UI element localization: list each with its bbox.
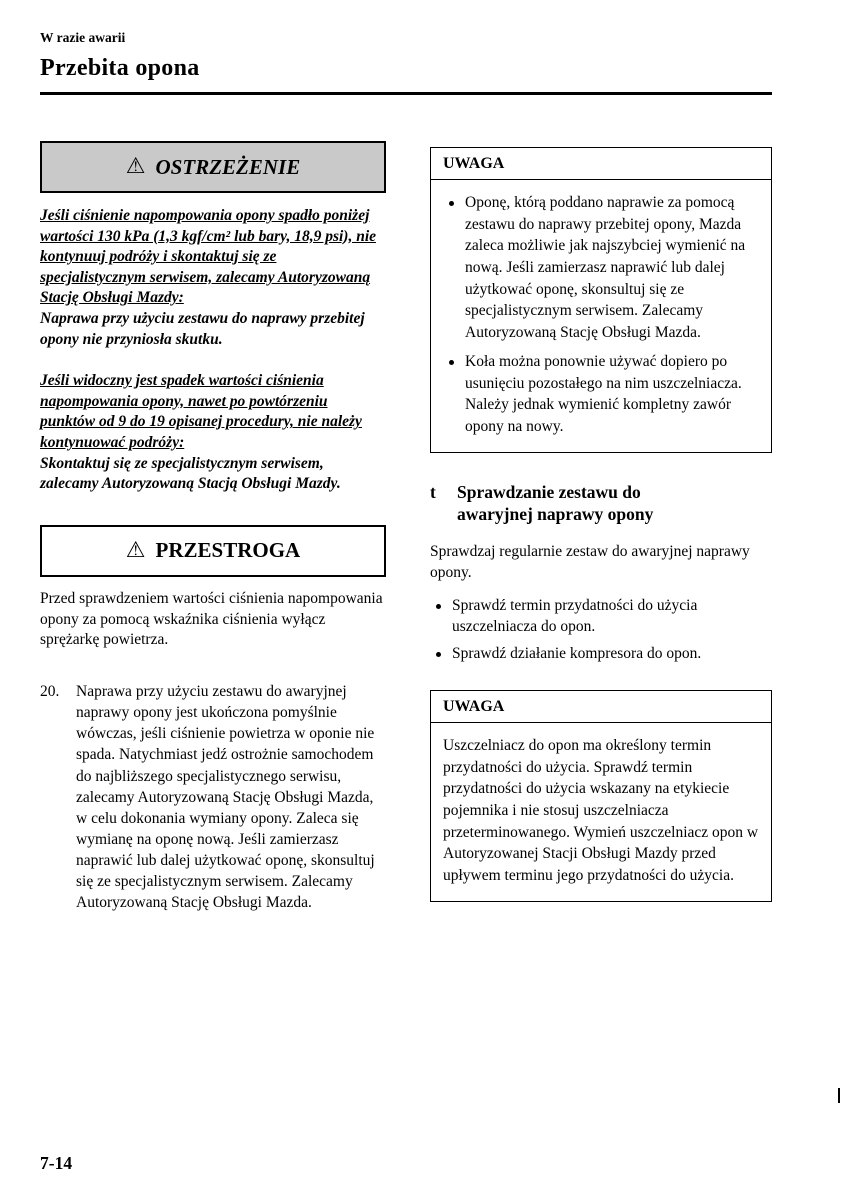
warning-triangle-icon: ⚠: [125, 154, 146, 179]
numbered-step-20: [40, 681, 386, 913]
warning-paragraph-2-underlined: Jeśli widoczny jest spadek wartości ciśnienia napompowania opony, nawet po powtórzeniu punktów od 9 do 19 opisanej procedury, nie należy kontynuować podróży:: [40, 372, 362, 452]
right-column: [430, 141, 772, 913]
warning-paragraph-1-plain: Naprawa przy użyciu zestawu do naprawy przebitej opony nie przyniosła skutku.: [40, 310, 365, 348]
warning-paragraph-2-plain: Skontaktuj się ze specjalistycznym serwisem, zalecamy Autoryzowaną Stacją Obsługi Mazdy.: [40, 454, 341, 493]
warning-box: [40, 141, 386, 495]
bullet-icon: [436, 604, 441, 609]
note-1-body: [431, 180, 771, 452]
warning-paragraph-1-underlined: Jeśli ciśnienie napompowania opony spadło poniżej wartości 130 kPa (1,3 kgf/cm² lub bary, 18,9 psi), nie kontynuuj podróży i skontaktuj się ze specjalistycznym serwisem, zalecamy Autoryzowaną Stację Obsługi Mazdy:: [40, 207, 377, 307]
caution-header: [40, 525, 386, 577]
step-text: Naprawa przy użyciu zestawu do awaryjnej naprawy opony jest ukończona pomyślnie wówczas, jeśli ciśnienie powietrza w oponie nie spada. Natychmiast jedź ostrożnie samochodem do najbliższego specjalistycznego serwisu, zalecamy Autoryzowaną Stację Obsługi Mazda, w celu dokonania wymiany opony. Zaleca się wymianę na oponę nową. Jeśli zamierzasz naprawić lub dalej użytkować oponę, skonsultuj się ze specjalistycznym serwisem. Zalecamy Autoryzowaną Stację Obsługi Mazda.: [76, 683, 375, 911]
warning-body: [40, 206, 386, 495]
list-item: [430, 643, 772, 664]
note-1-title: UWAGA: [431, 148, 771, 180]
section-bullet-list: [430, 595, 772, 664]
section-heading: [430, 481, 772, 527]
section-intro: Sprawdzaj regularnie zestaw do awaryjnej naprawy opony.: [430, 543, 750, 582]
warning-title: OSTRZEŻENIE: [155, 154, 301, 179]
page-title: Przebita opona: [40, 55, 200, 81]
list-item: [430, 595, 772, 638]
note-box-2: [430, 690, 772, 902]
warning-paragraph-1: [40, 206, 386, 350]
page-number: 7-14: [40, 1153, 73, 1173]
section-heading-text: Sprawdzanie zestawu do awaryjnej naprawy opony: [457, 481, 654, 525]
warning-header: [40, 141, 386, 193]
section-marker: t: [430, 481, 436, 502]
left-column: [40, 141, 386, 913]
caution-title: PRZESTROGA: [155, 538, 301, 563]
note-box-1: [430, 147, 772, 453]
bullet-icon: [436, 652, 441, 657]
bullet-text: Oponę, którą poddano naprawie za pomocą zestawu do naprawy przebitej opony, Mazda zaleca możliwie jak najszybciej wymienić na nową. Jeśli zamierzasz naprawić lub dalej użytkować oponę, skonsultuj się ze specjalistycznym serwisem. Zalecamy Autoryzowaną Stację Obsługi Mazda.: [465, 194, 746, 342]
bullet-icon: [449, 360, 454, 365]
caution-body: Przed sprawdzeniem wartości ciśnienia napompowania opony za pomocą wskaźnika ciśnienia wyłącz sprężarkę powietrza.: [40, 589, 383, 649]
bullet-text: Sprawdź termin przydatności do użycia uszczelniacza do opon.: [452, 596, 698, 636]
note-2-body: Uszczelniacz do opon ma określony termin przydatności do użycia. Sprawdź termin przydatności do użycia wskazany na etykiecie pojemnika i nie stosuj uszczelniacza przeterminowanego. Wymień uszczelniacz opon w Autoryzowanej Stacji Obsługi Mazdy przed upływem terminu jego przydatności do użycia.: [443, 736, 759, 885]
content-columns: [40, 141, 772, 913]
bullet-icon: [449, 201, 454, 206]
caution-box: [40, 525, 386, 651]
breadcrumb: W razie awarii: [40, 30, 126, 45]
caution-triangle-icon: ⚠: [125, 537, 146, 563]
edge-mark: [838, 1088, 840, 1103]
warning-paragraph-2: [40, 371, 386, 495]
title-rule: [40, 92, 772, 95]
list-item: [443, 192, 759, 344]
step-number: 20.: [40, 683, 60, 701]
bullet-text: Sprawdź działanie kompresora do opon.: [452, 644, 702, 662]
page-header: [40, 30, 845, 95]
note-2-title: UWAGA: [431, 691, 771, 723]
bullet-text: Koła można ponownie używać dopiero po usunięciu pozostałego na nim uszczelniacza. Należy jednak wymienić kompletny zawór opony na nowy.: [465, 352, 742, 435]
list-item: [443, 351, 759, 438]
